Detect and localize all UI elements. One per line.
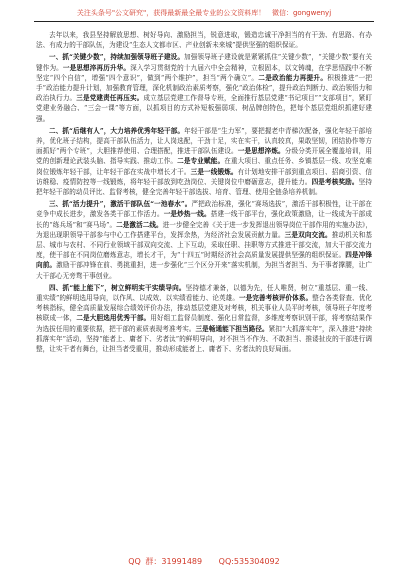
para-lead: 二、抓“后继有人”，大力培养优秀年轻干部。 xyxy=(49,126,185,135)
para-lead: 四、抓“能上能下”，树立鲜明实干实绩导向。 xyxy=(49,283,186,292)
document-body xyxy=(36,30,372,355)
para-text: 加强领导班子建设就是紧紧抓住“关键少数”，“关键少数”要有关键作为。 xyxy=(36,53,372,72)
para-lead: 三是双向交流。 xyxy=(284,230,332,239)
para-lead: 一是思想淬再历升华。 xyxy=(62,63,131,72)
para-text: 有计划地安排干部到重点项目、招商引资、信访维稳、疫情防控等一线锻炼，将年轻干部放到吃劲岗位、关键岗位中磨砺意志，提升能力。 xyxy=(36,167,373,186)
para-lead: 四是冲锋向前。 xyxy=(36,251,372,270)
qq-text: QQ:535304092 xyxy=(218,557,280,566)
para-lead: 三是畅通能下担当路径。 xyxy=(195,324,269,333)
qq-group-text: QQ 群：31991489 xyxy=(128,557,203,566)
paragraph xyxy=(36,30,372,50)
paragraph xyxy=(36,283,372,354)
para-lead: 二是激活二线。 xyxy=(116,220,163,229)
para-lead: 二是专业赋能。 xyxy=(177,157,225,166)
promo-text: 关注头条号"公文研究"，获得最新最全最专业的公文资料库！ xyxy=(76,9,266,17)
para-text: 坚持把年轻干部的动员评比、监督考核，健全完善年轻干部选拔、培育、管理、使用全链条培养机制。 xyxy=(36,177,372,197)
wechat-text: 微信：gongwenyj xyxy=(271,9,332,17)
para-text: 紧扣“大抓落实年”，深入推进“持续抓落实年”活动，坚持“能者上、庸者下、劣者汰”的鲜明导向，对不担当不作为、不敢担当、推诿扯皮的干部进行调整，让实干者有舞台，让担当者受重用，推动形成能者上、庸者下、劣者汰的良好局面。 xyxy=(36,324,372,354)
para-text: 严把政治标准，强化“赛场选拔”，激活干部积极性，让干部在竞争中成长进步，激发各类干部工作活力。 xyxy=(36,200,372,219)
para-text: 坚持德才兼备，以德为先，任人唯贤，树立“重基层、重一线、重实绩”的鲜明选用导向，以作风、以成效、以实绩看能力、论英雄。 xyxy=(36,283,372,303)
para-lead: 三是党建责任再压实。 xyxy=(76,94,144,103)
para-text: 搭建一线干部平台，强化政策激励，让一线成为干部成长的“练兵场”和“赛马场”。 xyxy=(36,210,372,229)
para-text: 分级分类开展全覆盖培训，用党的创新理论武装头脑、指导实践、推动工作。 xyxy=(36,147,372,166)
para-text: 去年以来，我县坚持解放思想、树好导向、激励担当，锐意进取，锻造忠诚干净担当的有干劲、有思路、有办法、有成力的干部队伍，为建设“生态人文都市区、产业创新未来城”提供坚强的组织保证。 xyxy=(36,31,372,50)
para-text: 用好组工监督员制度、强化日常监督，多维度考察识别干部，将考察结果作为选拔任用的重要依据，把干部的素质表现考准考实。 xyxy=(36,314,372,333)
para-text: 深入学习贯彻党的十九届六中全会精神，立根固本，以文铸魂，在学思悟践中不断坚定“四个自信”，增强“四个意识”，做到“两个维护”，担当“两个确立”。 xyxy=(36,63,372,82)
para-lead: 四是考核奖励。 xyxy=(311,177,359,186)
para-text: 推动机关和基层、城市与农村、不同行业领域干部双向交流、上下互动，采取任职、挂职等方式推进干部交流，加大干部交流力度，使干部在不同岗位磨炼意志，增长才干，为“十四五”时期经济社会高质量发展提供坚强的组织保证。 xyxy=(36,230,372,260)
para-lead: 一、抓“关键少数”，持续加强领导班子建设。 xyxy=(49,53,185,62)
paragraph xyxy=(36,52,372,123)
para-text: 整合各类督查、优化考核指标，健全高质量发展综合绩效评价办法，推动基层党建及对考核，机关事业人员平时考核，领导班子年度考核联成一体， xyxy=(36,294,372,323)
paragraph xyxy=(36,126,372,197)
para-lead: 三、抓“活力提升”，激活干部队伍“一池春水”。 xyxy=(49,200,192,209)
para-lead: 二是大胆选用优秀干部。 xyxy=(76,314,151,323)
para-lead: 一是思想淬炼。 xyxy=(237,147,285,156)
para-lead: 一是完善考核评价体系。 xyxy=(238,294,313,303)
para-text: 进一步健全完善《关于进一步发挥退出领导岗位干部作用的实施办法》，为退出现职领导干部参与中心工作搭建平台，发挥余热，为经济社会发展贡献力量。 xyxy=(36,220,372,239)
para-lead: 二是政治能力再提升。 xyxy=(258,73,328,82)
para-text: 年轻干部是“生力军”，要把握老中青梯次配备，强化年轻干部培养，优化班子结构，提高干部队伍活力，让人岗选配，干劲十足，实在实干，认真较真，果敢坚韧，团结协作等方面抓好“两个专班”，大胆推荐使用、合理搭配，推进干部队伍建设。 xyxy=(36,126,372,156)
paragraph xyxy=(36,199,372,281)
para-lead: 一是炒热一线。 xyxy=(163,210,211,219)
para-text: 成立基层党建工作督导专班，全面推行基层党建“书记项目”“支部项目”，紧盯党建业务融合、“三会一课”等方面，以抓项目的方式补短板强弱项、树品牌创特色，把每个基层党组织抓建好建强。 xyxy=(36,94,372,123)
para-lead: 三是一线锻炼。 xyxy=(190,167,238,176)
banner-separator xyxy=(268,9,270,17)
header-banner xyxy=(28,6,380,20)
header-rule xyxy=(34,21,374,22)
footer-contact xyxy=(0,556,408,567)
para-text: 积极推进“一把手”政治能力提升计划，加强教育管理，深化机制政治素质考察，强化“政治体检”，提升政治判断力、政治领悟力和政治执行力。 xyxy=(36,73,372,103)
para-text: 在重大项目、重点任务、乡镇基层一线、攻坚克难岗位锻炼年轻干部，让年轻干部在实战中增长才干。 xyxy=(36,157,372,176)
para-text: 激励干部冲锋在前、勇挑重担，进一步强化“三个区分开来”落实机制，为担当者担当、为干事者撑腰，让广大干部心无旁骛干事创业。 xyxy=(36,261,373,280)
